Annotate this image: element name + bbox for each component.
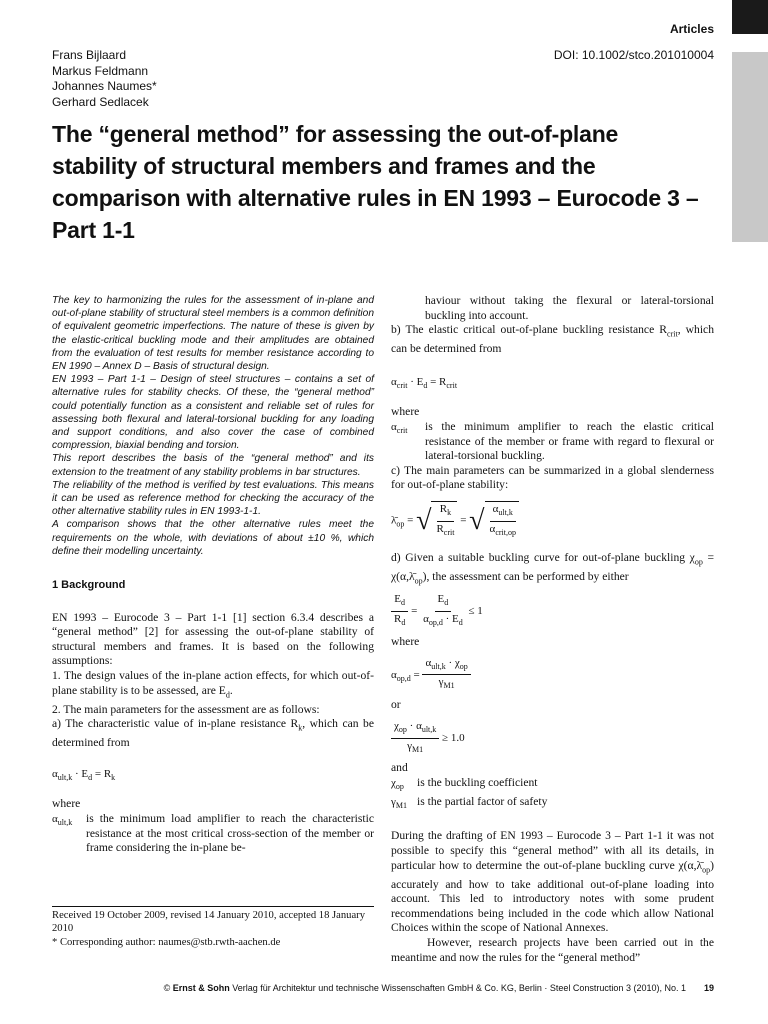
assumption-2: 2. The main parameters for the assessment are as follows: bbox=[52, 702, 320, 716]
sqrt-expression: √ $\frac{R_k}{R_{crit}}$ bbox=[416, 501, 457, 541]
assumption-1: 1. The design values of the in-plane action effects, for which out-of-plane stability is to be assessed, are $E_d$. bbox=[52, 669, 374, 699]
author: Johannes Naumes* bbox=[52, 79, 157, 93]
assumption-a: a) The characteristic value of in-plane resistance $R_k$, which can be determined from bbox=[52, 717, 374, 750]
doi: DOI: 10.1002/stco.201010004 bbox=[553, 48, 714, 62]
equation-slenderness: $\lambdā_{op}$ = √ $\frac{R_k}{R_{crit}}$ = √ $\frac{\alpha_{ult,k}}{\alpha_{crit,op}}$ bbox=[391, 501, 714, 541]
abstract-paragraph: The reliability of the method is verified by test evaluations. This means it can be used as reference method for checking the accuracy of the other alternative stability rules in EN 1993-1-1. bbox=[52, 479, 374, 518]
section-heading-background: 1 Background bbox=[52, 579, 126, 592]
definition-symbol: $\gamma_{M1}$ bbox=[391, 795, 407, 810]
definition-symbol: $\chi_{op}$ bbox=[391, 776, 404, 792]
equation-assessment-1: $\frac{E_d}{R_d}$ = $\frac{E_d}{\alpha_{op,d} \cdot E_d}$ ≤ 1 bbox=[391, 592, 714, 631]
where-label: where bbox=[52, 797, 81, 811]
section-tab-marker bbox=[732, 0, 768, 34]
definition-alpha-ult bbox=[52, 812, 374, 856]
definition-text: is the minimum load amplifier to reach the characteristic resistance at the most critical cross-section of the member or frame considering the in-plane be- bbox=[86, 812, 374, 855]
definition-text: is the buckling coefficient bbox=[417, 775, 538, 789]
where-label: where bbox=[391, 405, 420, 419]
equation-alpha-ult: $\alpha_{ult,k} \cdot E_d = R_k$ bbox=[52, 767, 116, 782]
author: Markus Feldmann bbox=[52, 63, 149, 78]
page-number: 19 bbox=[703, 983, 714, 993]
left-column bbox=[52, 294, 374, 856]
section-label: Articles bbox=[669, 22, 714, 36]
assumption-d: d) Given a suitable buckling curve for out-of-plane buckling $\chi_{op}$ = $\chi(\alpha,\lambdā_{op})$, the assessment can be performed by either bbox=[391, 550, 715, 585]
definition-text: is the minimum amplifier to reach the elastic critical resistance of the member or frame with regard to flexural or lateral-torsional buckling. bbox=[425, 420, 714, 463]
definition-symbol: $\alpha_{crit}$ bbox=[391, 421, 408, 436]
page-footer: © Ernst & Sohn Verlag für Architektur und technische Wissenschaften GmbH & Co. KG, Berlin · Steel Construction 3 (2010), No. 1 19 bbox=[163, 983, 714, 993]
equation-alpha-op: $\alpha_{op,d}$ = $\frac{\alpha_{ult,k} \cdot \chi_{op}}{\gamma_{M1}}$ bbox=[391, 656, 714, 695]
body-paragraph: During the drafting of EN 1993 – Eurocode 3 – Part 1-1 it was not possible to specify this “general method” with all its details, in particular how to determine the out-of-plane buckling curve $\chi(\alpha,\lambdā_{op})$ accurately and how to take additional out-of-plane loading into account. This led to introductory notes with some prudent recommendations being included in the code which allow National Choices within the scope of National Annexes. bbox=[391, 829, 714, 935]
body-paragraph: However, research projects have been carried out in the meantime and now the rules for the “general method” bbox=[391, 935, 714, 964]
article-title: The “general method” for assessing the out-of-plane stability of structural members and frames and the comparison with alternative rules in EN 1993 – Eurocode 3 – Part 1-1 bbox=[52, 121, 699, 243]
sqrt-expression: √ $\frac{\alpha_{ult,k}}{\alpha_{crit,op}}$ bbox=[469, 501, 519, 541]
equation-alpha-crit: $\alpha_{crit} \cdot E_d = R_{crit}$ bbox=[391, 375, 458, 390]
received-dates: Received 19 October 2009, revised 14 January 2010, accepted 18 January 2010 bbox=[52, 910, 365, 935]
definition-gamma bbox=[391, 795, 714, 814]
side-tab-bar bbox=[732, 52, 768, 242]
author-list bbox=[52, 48, 157, 110]
definition-alpha-crit bbox=[391, 420, 714, 464]
definition-symbol: $\alpha_{ult,k}$ bbox=[52, 813, 73, 828]
abstract-paragraph: A comparison shows that the other alternative rules meet the requirements on the whole, with deviations of about ±10 %, which define their modelling uncertainty. bbox=[52, 519, 374, 557]
body-paragraph: EN 1993 – Eurocode 3 – Part 1-1 [1] section 6.3.4 describes a “general method” [2] for assessing the out-of-plane stability of structural members and frames. It is based on the following assumptions: bbox=[52, 610, 374, 668]
assumption-c: c) The main parameters can be summarized in a global slenderness for out-of-plane stability: bbox=[391, 463, 714, 492]
author: Gerhard Sedlacek bbox=[52, 94, 149, 109]
abstract-paragraph: EN 1993 – Part 1-1 – Design of steel structures – contains a set of alternative rules for stability checks. Of these, the “general method” could potentially function as a consistent and reliable set of rules for assessing both flexural and lateral-torsional buckling for any loading and support conditions, and also cover the case of combined compression, biaxial bending and torsion. bbox=[52, 374, 374, 452]
definition-chi bbox=[391, 776, 714, 795]
where-label: where bbox=[391, 634, 420, 648]
and-label: and bbox=[391, 761, 408, 775]
or-label: or bbox=[391, 698, 401, 712]
abstract-paragraph: The key to harmonizing the rules for the assessment of in-plane and out-of-plane stability of structural steel members is a common definition of equivalent geometric imperfections. The nature of these is given by the elastic-critical buckling mode and their amplitudes are obtained from the evaluation of test results for member resistance according to EN 1990 – Annex D – Basis of structural design. bbox=[52, 295, 374, 373]
corresponding-author: * Corresponding author: naumes@stb.rwth-aachen.de bbox=[52, 936, 281, 948]
body-continuation: haviour without taking the flexural or lateral-torsional buckling into account. bbox=[425, 294, 714, 322]
right-column bbox=[391, 294, 714, 965]
author: Frans Bijlaard bbox=[52, 48, 127, 62]
definition-text: is the partial factor of safety bbox=[417, 794, 548, 808]
footnote bbox=[52, 906, 374, 949]
abstract bbox=[52, 294, 374, 558]
abstract-paragraph: This report describes the basis of the “general method” and its extension to the treatment of any stability problems in bar structures. bbox=[52, 453, 374, 478]
assumption-b: b) The elastic critical out-of-plane buckling resistance $R_{crit}$, which can be determined from bbox=[391, 323, 714, 356]
equation-assessment-2: $\frac{\chi_{op} \cdot \alpha_{ult,k}}{\gamma_{M1}}$ ≥ 1.0 bbox=[391, 719, 714, 758]
